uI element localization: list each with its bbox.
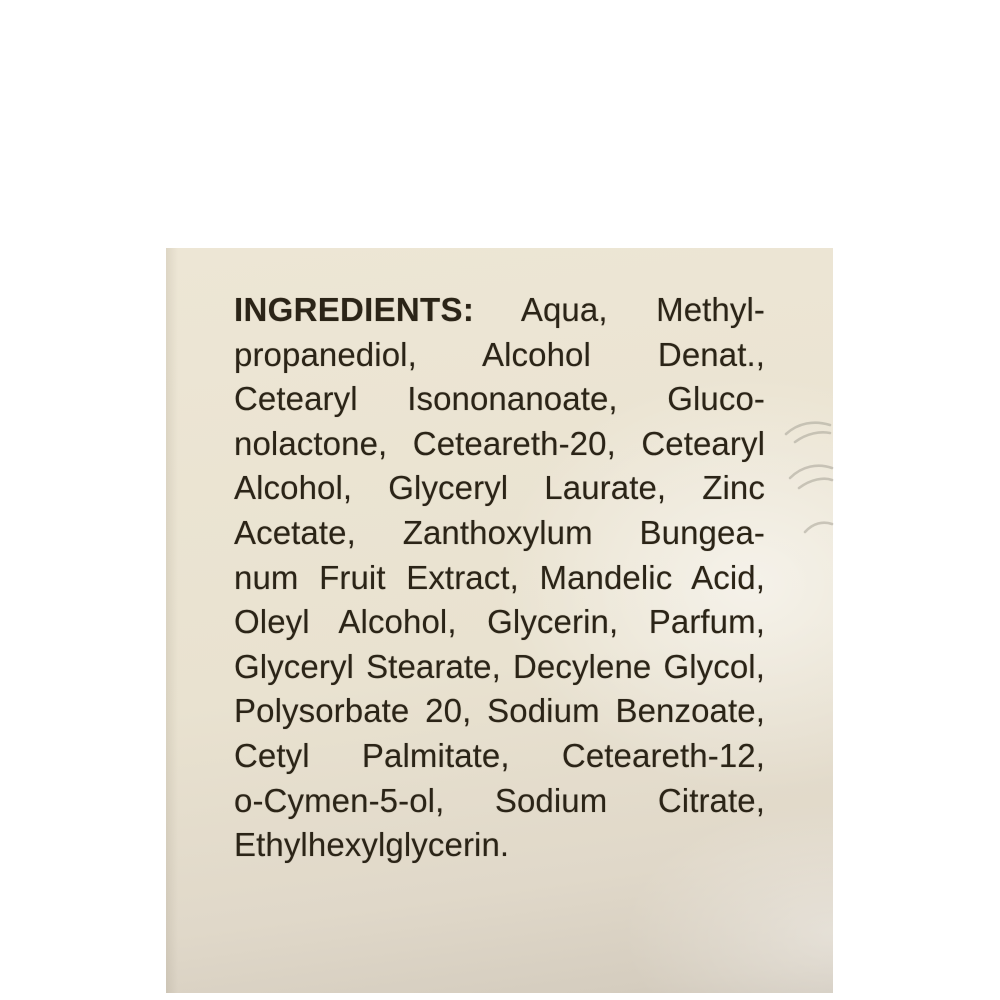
faint-handwriting-marks — [778, 418, 836, 544]
ingredients-line: Cetearyl Isononanoate, Gluco- — [234, 380, 765, 418]
ingredients-line: nolactone, Ceteareth-20, Cetearyl — [234, 424, 765, 462]
ingredients-line: Ethylhexylglycerin. — [234, 826, 510, 864]
ingredients-line: Oleyl Alcohol, Glycerin, Parfum, — [234, 603, 765, 641]
ingredients-line: Cetyl Palmitate, Ceteareth-12, — [234, 736, 765, 774]
ingredients-line-text: Aqua, Methyl- — [520, 291, 765, 328]
ingredients-line: Glyceryl Stearate, Decylene Glycol, — [234, 647, 765, 685]
ingredients-line: Polysorbate 20, Sodium Benzoate, — [234, 692, 765, 730]
ingredients-line: Acetate, Zanthoxylum Bungea- — [234, 513, 765, 551]
ingredients-line: Alcohol, Glyceryl Laurate, Zinc — [234, 469, 765, 507]
ingredients-line: num Fruit Extract, Mandelic Acid, — [234, 558, 765, 596]
product-label-photo — [166, 248, 833, 993]
ingredients-line: o-Cymen-5-ol, Sodium Citrate, — [234, 781, 765, 819]
ingredients-heading: INGREDIENTS: — [234, 291, 475, 328]
ingredients-line: propanediol, Alcohol Denat., — [234, 335, 765, 373]
ingredients-text-block — [234, 288, 765, 868]
ingredients-line — [234, 288, 765, 333]
